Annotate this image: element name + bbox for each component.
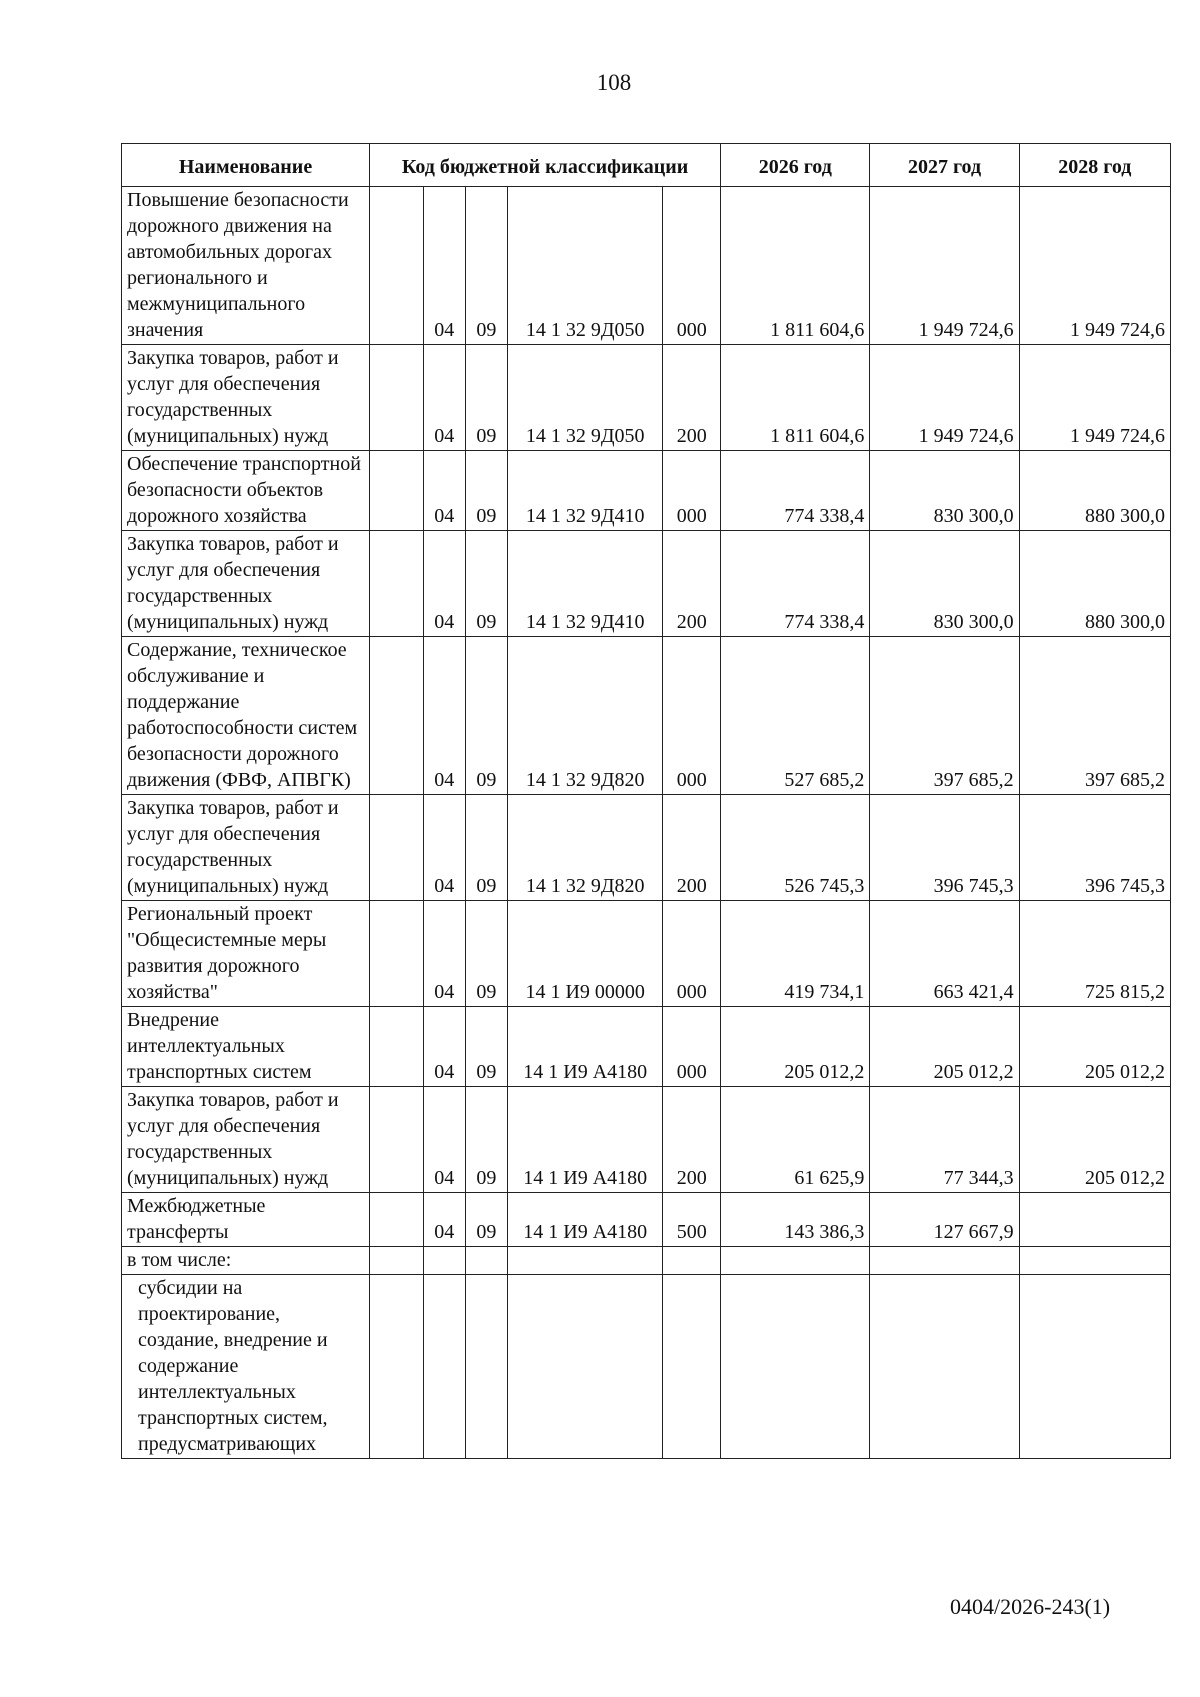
table-row <box>122 1087 1171 1193</box>
row-name: Региональный проект "Общесистемные меры развития дорожного хозяйства" <box>122 901 370 1007</box>
row-value-2026: 61 625,9 <box>721 1087 870 1193</box>
row-value-2028 <box>1019 1275 1170 1459</box>
row-value-2027 <box>870 1275 1019 1459</box>
row-rz-code: 04 <box>423 795 465 901</box>
row-pr-code: 09 <box>465 637 507 795</box>
row-gp-code <box>370 1007 424 1087</box>
row-csr-code: 14 1 32 9Д050 <box>508 187 663 345</box>
row-rz-code: 04 <box>423 531 465 637</box>
row-vr-code: 000 <box>663 187 721 345</box>
row-vr-code: 200 <box>663 531 721 637</box>
row-pr-code: 09 <box>465 187 507 345</box>
row-name: Обеспечение транспортной безопасности объектов дорожного хозяйства <box>122 451 370 531</box>
row-vr-code: 500 <box>663 1193 721 1247</box>
row-csr-code: 14 1 32 9Д050 <box>508 345 663 451</box>
row-gp-code <box>370 795 424 901</box>
row-csr-code: 14 1 И9 А4180 <box>508 1193 663 1247</box>
row-value-2026: 1 811 604,6 <box>721 187 870 345</box>
row-gp-code <box>370 901 424 1007</box>
table-row <box>122 451 1171 531</box>
row-gp-code <box>370 531 424 637</box>
row-csr-code <box>508 1247 663 1275</box>
row-csr-code <box>508 1275 663 1459</box>
row-value-2028 <box>1019 1193 1170 1247</box>
row-rz-code <box>423 1247 465 1275</box>
row-value-2026: 1 811 604,6 <box>721 345 870 451</box>
row-pr-code: 09 <box>465 451 507 531</box>
row-value-2028: 205 012,2 <box>1019 1007 1170 1087</box>
row-pr-code <box>465 1247 507 1275</box>
row-csr-code: 14 1 32 9Д410 <box>508 531 663 637</box>
header-2026: 2026 год <box>721 144 870 187</box>
row-pr-code: 09 <box>465 1007 507 1087</box>
row-vr-code: 000 <box>663 1007 721 1087</box>
header-code: Код бюджетной классификации <box>370 144 721 187</box>
row-rz-code: 04 <box>423 345 465 451</box>
table-header-row <box>122 144 1171 187</box>
row-pr-code <box>465 1275 507 1459</box>
row-rz-code: 04 <box>423 1087 465 1193</box>
row-pr-code: 09 <box>465 345 507 451</box>
row-name: в том числе: <box>122 1247 370 1275</box>
row-value-2028: 1 949 724,6 <box>1019 187 1170 345</box>
row-value-2028: 397 685,2 <box>1019 637 1170 795</box>
row-pr-code: 09 <box>465 1193 507 1247</box>
table-row <box>122 1193 1171 1247</box>
row-name: Закупка товаров, работ и услуг для обеспечения государственных (муниципальных) нужд <box>122 531 370 637</box>
row-vr-code: 000 <box>663 637 721 795</box>
row-rz-code: 04 <box>423 187 465 345</box>
row-value-2028: 880 300,0 <box>1019 531 1170 637</box>
table-row <box>122 1007 1171 1087</box>
row-value-2026: 526 745,3 <box>721 795 870 901</box>
row-value-2027 <box>870 1247 1019 1275</box>
row-gp-code <box>370 1275 424 1459</box>
row-name: Внедрение интеллектуальных транспортных систем <box>122 1007 370 1087</box>
table-row <box>122 637 1171 795</box>
row-vr-code <box>663 1275 721 1459</box>
row-csr-code: 14 1 32 9Д410 <box>508 451 663 531</box>
table-row <box>122 1247 1171 1275</box>
row-value-2028: 1 949 724,6 <box>1019 345 1170 451</box>
row-csr-code: 14 1 И9 00000 <box>508 901 663 1007</box>
row-value-2027: 1 949 724,6 <box>870 187 1019 345</box>
row-value-2027: 830 300,0 <box>870 451 1019 531</box>
row-gp-code <box>370 1247 424 1275</box>
table-row <box>122 795 1171 901</box>
row-name: Закупка товаров, работ и услуг для обеспечения государственных (муниципальных) нужд <box>122 345 370 451</box>
row-rz-code: 04 <box>423 1193 465 1247</box>
row-pr-code: 09 <box>465 531 507 637</box>
table-row <box>122 901 1171 1007</box>
table-row <box>122 187 1171 345</box>
row-vr-code: 200 <box>663 795 721 901</box>
row-value-2026 <box>721 1247 870 1275</box>
row-pr-code: 09 <box>465 1087 507 1193</box>
row-value-2026: 143 386,3 <box>721 1193 870 1247</box>
row-vr-code: 000 <box>663 901 721 1007</box>
row-value-2026: 774 338,4 <box>721 531 870 637</box>
row-gp-code <box>370 451 424 531</box>
row-gp-code <box>370 345 424 451</box>
row-value-2027: 830 300,0 <box>870 531 1019 637</box>
table-row <box>122 1275 1171 1459</box>
row-value-2027: 397 685,2 <box>870 637 1019 795</box>
row-value-2027: 1 949 724,6 <box>870 345 1019 451</box>
row-vr-code: 000 <box>663 451 721 531</box>
row-value-2026: 774 338,4 <box>721 451 870 531</box>
row-csr-code: 14 1 32 9Д820 <box>508 795 663 901</box>
row-csr-code: 14 1 32 9Д820 <box>508 637 663 795</box>
row-value-2026: 527 685,2 <box>721 637 870 795</box>
row-rz-code: 04 <box>423 637 465 795</box>
header-2028: 2028 год <box>1019 144 1170 187</box>
row-name: Закупка товаров, работ и услуг для обеспечения государственных (муниципальных) нужд <box>122 1087 370 1193</box>
row-gp-code <box>370 1193 424 1247</box>
row-name: субсидии на проектирование, создание, внедрение и содержание интеллектуальных транспортных систем, предусматривающих <box>122 1275 370 1459</box>
row-rz-code: 04 <box>423 901 465 1007</box>
row-value-2027: 77 344,3 <box>870 1087 1019 1193</box>
row-value-2027: 396 745,3 <box>870 795 1019 901</box>
row-name: Межбюджетные трансферты <box>122 1193 370 1247</box>
row-csr-code: 14 1 И9 А4180 <box>508 1007 663 1087</box>
row-value-2026 <box>721 1275 870 1459</box>
budget-table <box>121 143 1171 1459</box>
row-vr-code: 200 <box>663 1087 721 1193</box>
row-value-2027: 127 667,9 <box>870 1193 1019 1247</box>
row-value-2027: 663 421,4 <box>870 901 1019 1007</box>
row-value-2028: 396 745,3 <box>1019 795 1170 901</box>
row-pr-code: 09 <box>465 901 507 1007</box>
row-value-2028 <box>1019 1247 1170 1275</box>
row-vr-code: 200 <box>663 345 721 451</box>
row-gp-code <box>370 1087 424 1193</box>
row-csr-code: 14 1 И9 А4180 <box>508 1087 663 1193</box>
row-name: Содержание, техническое обслуживание и поддержание работоспособности систем безопасности дорожного движения (ФВФ, АПВГК) <box>122 637 370 795</box>
row-vr-code <box>663 1247 721 1275</box>
row-rz-code: 04 <box>423 1007 465 1087</box>
row-gp-code <box>370 637 424 795</box>
row-value-2027: 205 012,2 <box>870 1007 1019 1087</box>
row-name: Повышение безопасности дорожного движения на автомобильных дорогах регионального и межмуниципального значения <box>122 187 370 345</box>
row-value-2028: 205 012,2 <box>1019 1087 1170 1193</box>
header-2027: 2027 год <box>870 144 1019 187</box>
header-name: Наименование <box>122 144 370 187</box>
row-rz-code: 04 <box>423 451 465 531</box>
row-value-2028: 725 815,2 <box>1019 901 1170 1007</box>
row-pr-code: 09 <box>465 795 507 901</box>
table-row <box>122 531 1171 637</box>
row-value-2028: 880 300,0 <box>1019 451 1170 531</box>
row-value-2026: 419 734,1 <box>721 901 870 1007</box>
row-value-2026: 205 012,2 <box>721 1007 870 1087</box>
document-code: 0404/2026-243(1) <box>950 1594 1111 1619</box>
row-rz-code <box>423 1275 465 1459</box>
table-row <box>122 345 1171 451</box>
row-gp-code <box>370 187 424 345</box>
row-name: Закупка товаров, работ и услуг для обеспечения государственных (муниципальных) нужд <box>122 795 370 901</box>
page-number: 108 <box>596 70 632 95</box>
